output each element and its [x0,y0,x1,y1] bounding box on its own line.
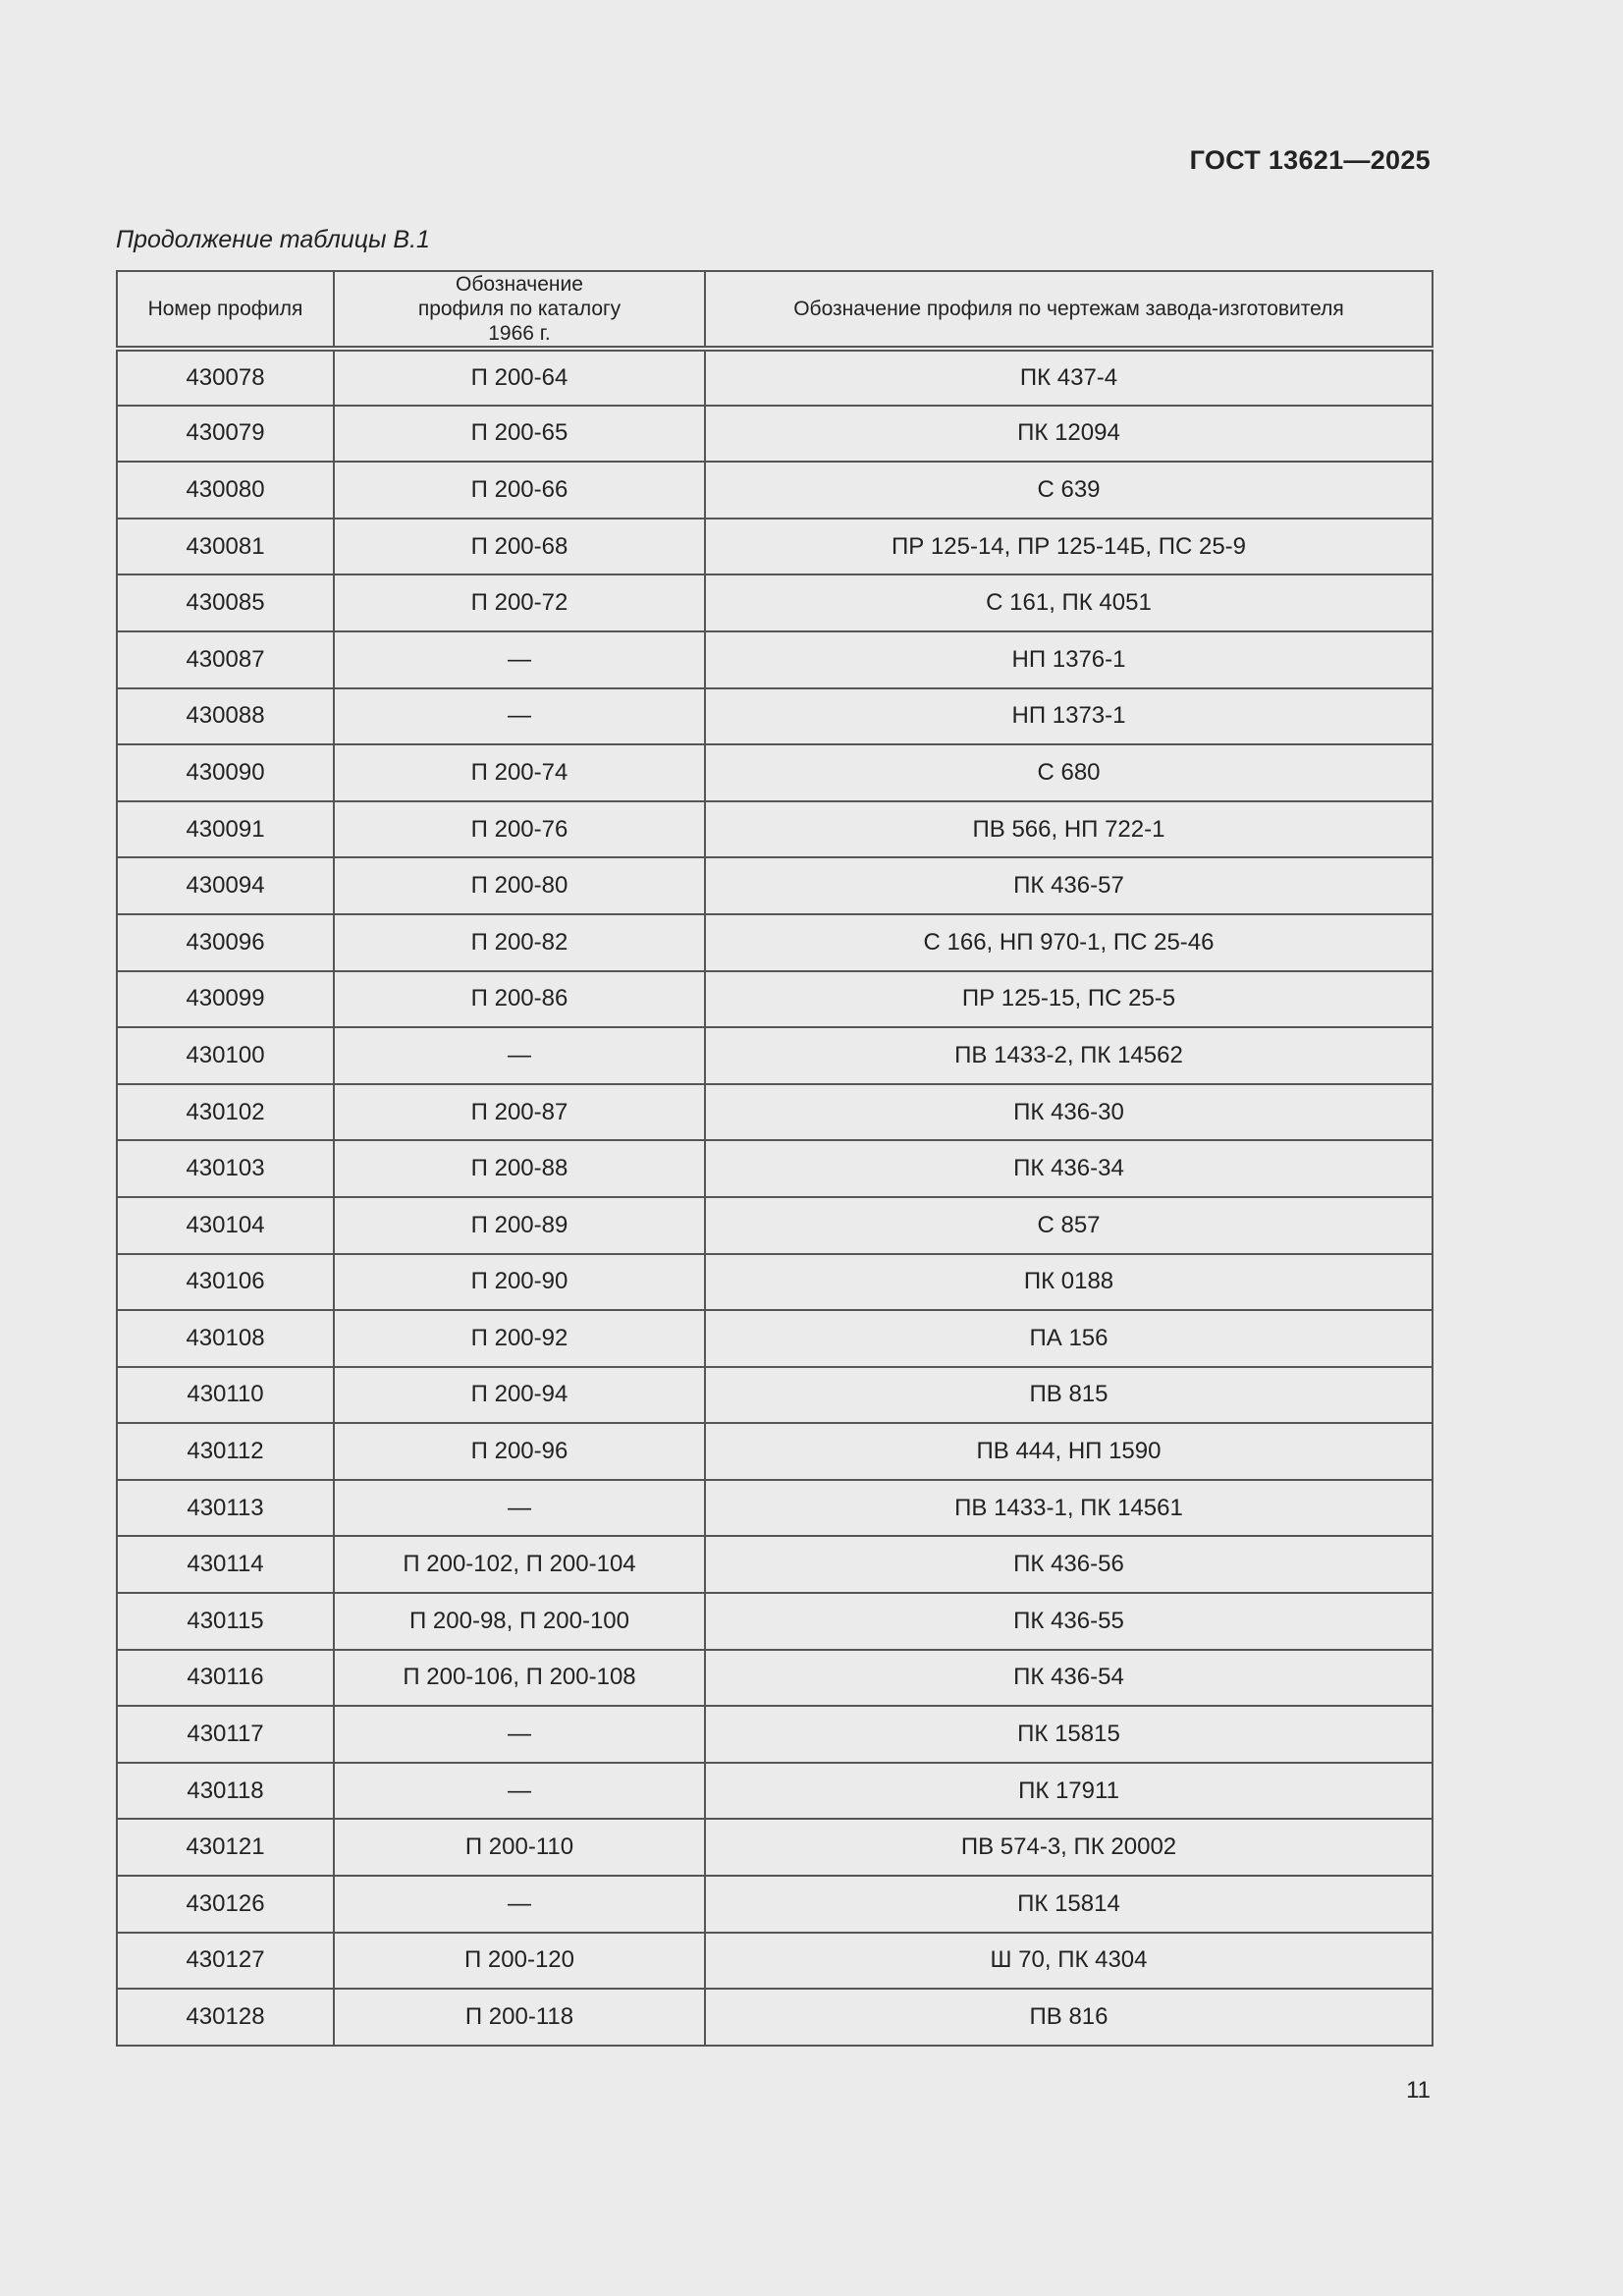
cell-factory-designation: С 639 [705,462,1433,519]
cell-profile-number: 430091 [117,801,334,858]
cell-catalog-designation: П 200-92 [334,1310,705,1367]
table-caption: Продолжение таблицы В.1 [116,226,430,253]
cell-factory-designation: ПК 0188 [705,1254,1433,1311]
profiles-table [116,270,1434,2047]
cell-profile-number: 430115 [117,1593,334,1650]
cell-catalog-designation: П 200-98, П 200-100 [334,1593,705,1650]
table-row [117,1650,1433,1707]
cell-factory-designation: ПВ 574-3, ПК 20002 [705,1819,1433,1876]
table-row [117,519,1433,575]
cell-factory-designation: НП 1373-1 [705,688,1433,745]
cell-profile-number: 430079 [117,406,334,463]
cell-catalog-designation: П 200-80 [334,857,705,914]
cell-factory-designation: С 857 [705,1197,1433,1254]
table-row [117,688,1433,745]
table-row [117,406,1433,463]
cell-catalog-designation: П 200-87 [334,1084,705,1141]
cell-factory-designation: ПК 15815 [705,1706,1433,1763]
cell-catalog-designation: — [334,1763,705,1820]
cell-profile-number: 430100 [117,1027,334,1084]
cell-factory-designation: ПВ 1433-2, ПК 14562 [705,1027,1433,1084]
cell-catalog-designation: — [334,1480,705,1537]
cell-profile-number: 430112 [117,1423,334,1480]
cell-factory-designation: ПК 436-54 [705,1650,1433,1707]
cell-profile-number: 430114 [117,1536,334,1593]
cell-profile-number: 430085 [117,574,334,631]
cell-catalog-designation: — [334,688,705,745]
table-row [117,971,1433,1028]
cell-profile-number: 430104 [117,1197,334,1254]
cell-catalog-designation: — [334,631,705,688]
column-header-catalog-designation: Обозначение профиля по каталогу 1966 г. [334,271,705,349]
table-header-row [117,271,1433,349]
cell-factory-designation: ПВ 816 [705,1989,1433,2046]
cell-catalog-designation: П 200-120 [334,1933,705,1990]
cell-catalog-designation: П 200-72 [334,574,705,631]
table-row [117,1423,1433,1480]
table-row [117,1933,1433,1990]
cell-catalog-designation: П 200-82 [334,914,705,971]
cell-profile-number: 430108 [117,1310,334,1367]
cell-factory-designation: ПВ 815 [705,1367,1433,1424]
cell-factory-designation: ПК 436-30 [705,1084,1433,1141]
cell-profile-number: 430080 [117,462,334,519]
cell-factory-designation: ПК 436-57 [705,857,1433,914]
cell-catalog-designation: П 200-118 [334,1989,705,2046]
cell-catalog-designation: П 200-89 [334,1197,705,1254]
column-header-factory-designation: Обозначение профиля по чертежам завода-изготовителя [705,271,1433,349]
table-row [117,914,1433,971]
table-row [117,462,1433,519]
cell-profile-number: 430128 [117,1989,334,2046]
page-number: 11 [1406,2077,1431,2104]
table-body [117,349,1433,2046]
table-row [117,1254,1433,1311]
cell-catalog-designation: П 200-64 [334,349,705,406]
table-row [117,1480,1433,1537]
cell-profile-number: 430113 [117,1480,334,1537]
cell-factory-designation: ПВ 566, НП 722-1 [705,801,1433,858]
table-row [117,349,1433,406]
cell-catalog-designation: П 200-76 [334,801,705,858]
cell-profile-number: 430081 [117,519,334,575]
cell-catalog-designation: П 200-96 [334,1423,705,1480]
cell-profile-number: 430110 [117,1367,334,1424]
cell-catalog-designation: П 200-102, П 200-104 [334,1536,705,1593]
cell-profile-number: 430090 [117,744,334,801]
table-row [117,1084,1433,1141]
cell-factory-designation: ПА 156 [705,1310,1433,1367]
cell-factory-designation: ПВ 444, НП 1590 [705,1423,1433,1480]
cell-catalog-designation: П 200-68 [334,519,705,575]
cell-catalog-designation: П 200-90 [334,1254,705,1311]
cell-catalog-designation: П 200-94 [334,1367,705,1424]
cell-factory-designation: С 161, ПК 4051 [705,574,1433,631]
table-row [117,801,1433,858]
table-row [117,1706,1433,1763]
cell-profile-number: 430106 [117,1254,334,1311]
cell-profile-number: 430078 [117,349,334,406]
cell-catalog-designation: П 200-65 [334,406,705,463]
cell-profile-number: 430094 [117,857,334,914]
table-row [117,1763,1433,1820]
table-row [117,1593,1433,1650]
table-row [117,574,1433,631]
cell-factory-designation: ПР 125-14, ПР 125-14Б, ПС 25-9 [705,519,1433,575]
table-row [117,1310,1433,1367]
cell-profile-number: 430087 [117,631,334,688]
cell-factory-designation: ПК 437-4 [705,349,1433,406]
cell-factory-designation: ПК 436-56 [705,1536,1433,1593]
cell-profile-number: 430116 [117,1650,334,1707]
cell-catalog-designation: П 200-110 [334,1819,705,1876]
table-row [117,857,1433,914]
table-row [117,1536,1433,1593]
column-header-profile-number: Номер профиля [117,271,334,349]
cell-factory-designation: ПК 436-55 [705,1593,1433,1650]
table-row [117,1140,1433,1197]
table-row [117,631,1433,688]
cell-factory-designation: Ш 70, ПК 4304 [705,1933,1433,1990]
table-row [117,1989,1433,2046]
cell-profile-number: 430126 [117,1876,334,1933]
cell-factory-designation: ПВ 1433-1, ПК 14561 [705,1480,1433,1537]
cell-catalog-designation: П 200-74 [334,744,705,801]
cell-catalog-designation: П 200-86 [334,971,705,1028]
table-row [117,1027,1433,1084]
table-row [117,1197,1433,1254]
cell-profile-number: 430103 [117,1140,334,1197]
cell-profile-number: 430121 [117,1819,334,1876]
cell-profile-number: 430088 [117,688,334,745]
cell-catalog-designation: П 200-88 [334,1140,705,1197]
cell-factory-designation: ПК 12094 [705,406,1433,463]
cell-profile-number: 430117 [117,1706,334,1763]
cell-factory-designation: ПК 17911 [705,1763,1433,1820]
cell-catalog-designation: — [334,1706,705,1763]
cell-factory-designation: С 166, НП 970-1, ПС 25-46 [705,914,1433,971]
cell-factory-designation: ПК 436-34 [705,1140,1433,1197]
cell-catalog-designation: П 200-66 [334,462,705,519]
cell-factory-designation: С 680 [705,744,1433,801]
cell-factory-designation: ПК 15814 [705,1876,1433,1933]
table-row [117,1876,1433,1933]
cell-catalog-designation: — [334,1876,705,1933]
cell-profile-number: 430127 [117,1933,334,1990]
document-code: ГОСТ 13621—2025 [1189,145,1431,175]
table-row [117,1819,1433,1876]
cell-profile-number: 430096 [117,914,334,971]
table-row [117,1367,1433,1424]
cell-profile-number: 430118 [117,1763,334,1820]
cell-factory-designation: ПР 125-15, ПС 25-5 [705,971,1433,1028]
table-row [117,744,1433,801]
cell-profile-number: 430102 [117,1084,334,1141]
cell-catalog-designation: П 200-106, П 200-108 [334,1650,705,1707]
cell-profile-number: 430099 [117,971,334,1028]
cell-factory-designation: НП 1376-1 [705,631,1433,688]
cell-catalog-designation: — [334,1027,705,1084]
